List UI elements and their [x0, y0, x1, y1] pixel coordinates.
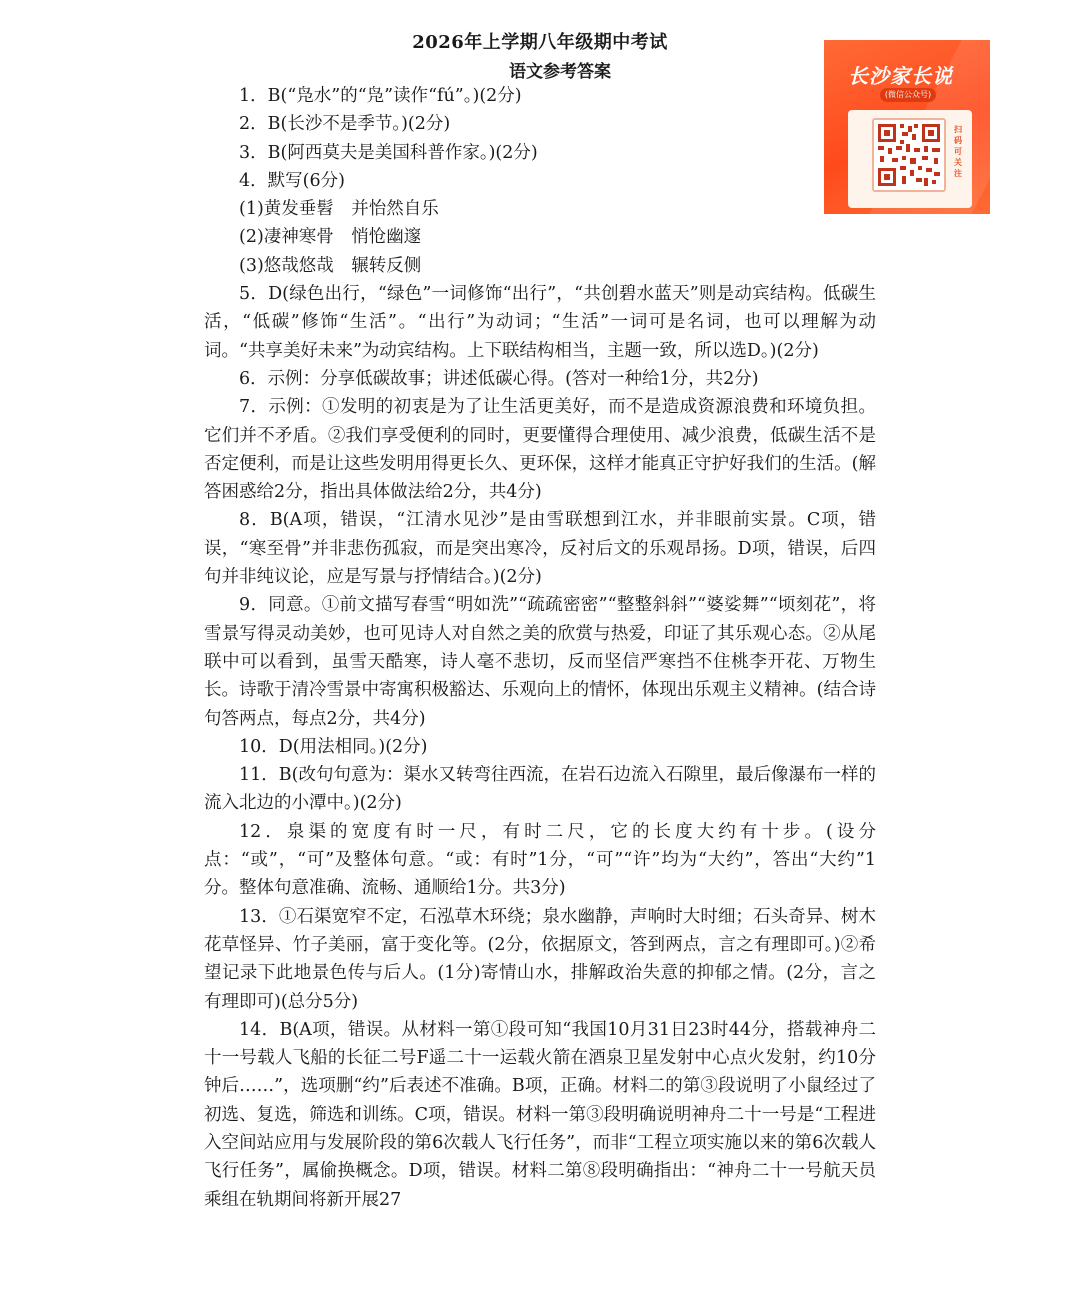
answer-list [204, 82, 876, 1214]
exam-title: 2026年上学期八年级期中考试 [412, 32, 668, 53]
answer-item: 4．默写(6分) [239, 170, 345, 191]
answer-item: 13．①石渠宽窄不定，石泓草木环绕；泉水幽静，声响时大时细；石头奇异、树木花草怪异、竹子美丽，富于变化等。(2分，依据原文，答到两点，言之有理即可。)②希望记录下此地景色传与后人。(1分)寄情山水，排解政治失意的抑郁之情。(2分，言之有理即可)(总分5分) [204, 906, 876, 1012]
answer-item: 3．B(阿西莫夫是美国科普作家。)(2分) [239, 142, 538, 163]
answer-item: (3)悠哉悠哉 辗转反侧 [239, 255, 422, 276]
answer-item: 12．泉渠的宽度有时一尺，有时二尺，它的长度大约有十步。(设分点：“或”，“可”及整体句意。“或：有时”1分，“可”“许”均为“大约”，答出“大约”1分。整体句意准确、流畅、通顺给1分。共3分) [204, 821, 876, 899]
answer-item: 10．D(用法相同。)(2分) [239, 736, 428, 757]
answer-item: 8．B(A项，错误，“江清水见沙”是由雪联想到江水，并非眼前实景。C项，错误，“寒至骨”并非悲伤孤寂，而是突出寒冷，反衬后文的乐观昂扬。D项，错误，后四句并非纯议论，应是写景与抒情结合。)(2分) [204, 510, 876, 588]
answer-item: 5．D(绿色出行，“绿色”一词修饰“出行”，“共创碧水蓝天”则是动宾结构。低碳生活，“低碳”修饰“生活”。“出行”为动词；“生活”一词可是名词，也可以理解为动词。“共享美好未来”为动宾结构。上下联结构相当，主题一致，所以选D。)(2分) [204, 284, 876, 361]
promo-brand: 长沙家长说 [848, 64, 953, 88]
answer-item: (1)黄发垂髫 并怡然自乐 [239, 199, 439, 220]
answer-item: 14．B(A项，错误。从材料一第①段可知“我国10月31日23时44分，搭载神舟二十一号载人飞船的长征二号F遥二十一运载火箭在酒泉卫星发射中心点火发射，约10分钟后……”，选项删“约”后表述不准确。B项，正确。材料二的第③段说明了小鼠经过了初选、复选，筛选和训练。C项，错误。材料一第③段明确说明神舟二十一号是“工程进入空间站应用与发展阶段的第6次载人飞行任务”，而非“工程立项实施以来的第6次载人飞行任务”，属偷换概念。D项，错误。材料二第⑧段明确指出：“神舟二十一号航天员乘组在轨期间将新开展27 [204, 1019, 876, 1210]
answer-item: 7．示例：①发明的初衷是为了让生活更美好，而不是造成资源浪费和环境负担。它们并不矛盾。②我们享受便利的同时，更要懂得合理使用、减少浪费，低碳生活不是否定便利，而是让这些发明用得更长久、更环保，这样才能真正守护好我们的生活。(解答困惑给2分，指出具体做法给2分，共4分) [204, 397, 876, 503]
answer-item: 1．B(“凫水”的“凫”读作“fú”。)(2分) [239, 86, 522, 106]
qr-code-icon[interactable] [872, 118, 946, 192]
answer-item: 2．B(长沙不是季节。)(2分) [239, 114, 451, 135]
answer-item: 9．同意。①前文描写春雪“明如洗”“疏疏密密”“整整斜斜”“婆娑舞”“顷刻花”，将雪景写得灵动美妙，也可见诗人对自然之美的欣赏与热爱，印证了其乐观心态。②从尾联中可以看到，虽雪天酷寒，诗人毫不悲切，反而坚信严寒挡不住桃李开花、万物生长。诗歌于清冷雪景中寄寓积极豁达、乐观向上的情怀，体现出乐观主义精神。(结合诗句答两点，每点2分，共4分) [204, 595, 876, 729]
answer-item: (2)凄神寒骨 悄怆幽邃 [239, 227, 422, 248]
promo-tag: (微信公众号) [880, 88, 936, 102]
answer-item: 6．示例：分享低碳故事；讲述低碳心得。(答对一种给1分，共2分) [239, 368, 759, 389]
promo-scan-hint: 扫码可关注 [954, 125, 962, 178]
answer-item: 11．B(改句句意为：渠水又转弯往西流，在岩石边流入石隙里，最后像瀑布一样的流入北边的小潭中。)(2分) [204, 765, 876, 814]
answer-key-subtitle: 语文参考答案 [509, 62, 611, 82]
